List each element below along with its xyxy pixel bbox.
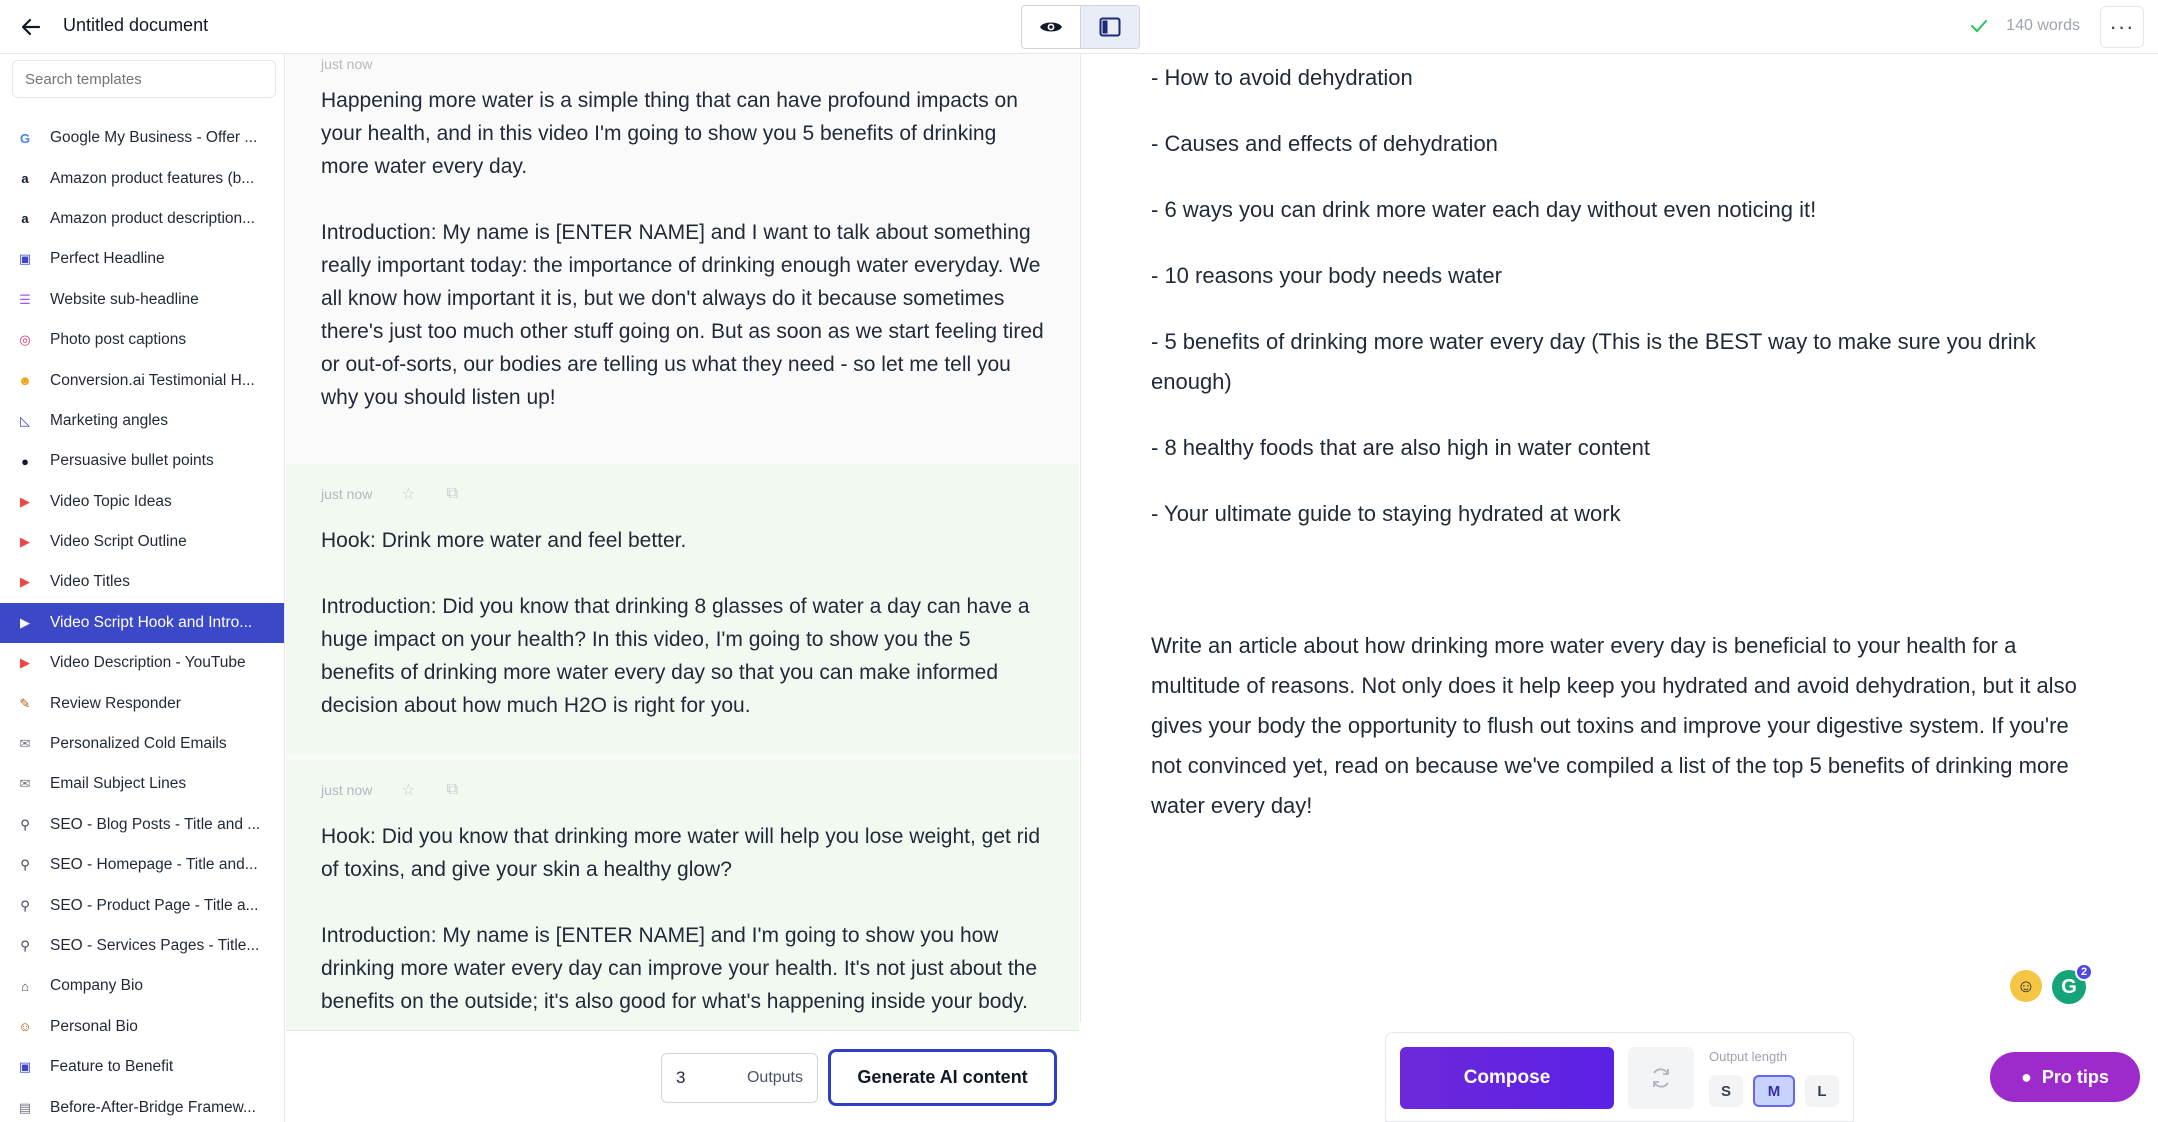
editor-list-item: - How to avoid dehydration	[1151, 65, 1413, 90]
bridge-icon: ▤	[18, 1099, 32, 1115]
sidebar-item[interactable]	[0, 926, 285, 966]
youtube-icon: ▶	[20, 574, 30, 590]
sidebar-item[interactable]	[0, 966, 285, 1006]
building-icon: ⌂	[21, 978, 29, 994]
hugging-emoji-icon[interactable]: ☺	[2010, 970, 2042, 1002]
sidebar-item[interactable]	[0, 441, 285, 481]
pro-tips-label: Pro tips	[2041, 1066, 2109, 1087]
compose-button[interactable]: Compose	[1400, 1047, 1614, 1109]
sidebar-item-label: Before-After-Bridge Framew...	[50, 1098, 256, 1116]
back-button[interactable]	[14, 10, 48, 44]
sidebar-item-label: SEO - Services Pages - Title...	[50, 937, 260, 954]
editor-list	[1151, 54, 2100, 534]
eye-icon	[1039, 19, 1063, 35]
review-icon: ✎	[19, 695, 31, 711]
template-list	[0, 118, 285, 1122]
email-icon: ✉	[19, 776, 31, 792]
word-count: 140 words	[2006, 17, 2080, 34]
email-icon: ✉	[19, 736, 31, 752]
person-icon: ☺	[18, 1019, 32, 1035]
angle-icon: ◺	[20, 412, 30, 428]
sidebar-item-label: Video Titles	[50, 573, 130, 591]
sidebar-item-label: SEO - Product Page - Title a...	[50, 896, 259, 914]
amazon-icon: a	[21, 171, 29, 187]
output-timestamp: just now	[321, 56, 373, 72]
pro-tips-button[interactable]	[1990, 1052, 2140, 1102]
top-bar	[0, 0, 2158, 54]
editor-list-item: - 10 reasons your body needs water	[1151, 263, 1502, 288]
output-text[interactable]	[321, 84, 1044, 414]
editor-list-item: - Causes and effects of dehydration	[1151, 131, 1498, 156]
sidebar-item[interactable]	[0, 885, 285, 925]
sidebar-item[interactable]	[0, 562, 285, 602]
star-icon[interactable]: ☆	[401, 782, 416, 799]
youtube-icon: ▶	[20, 493, 30, 509]
sidebar-item[interactable]	[0, 683, 285, 723]
sidebar-item[interactable]	[0, 482, 285, 522]
search-icon: ⚲	[20, 938, 30, 953]
sidebar-item-label: Amazon product features (b...	[50, 169, 255, 187]
grammarly-count-badge: 2	[2075, 963, 2093, 981]
copy-icon[interactable]: ⧉	[446, 485, 459, 502]
sidebar-item-label: Company Bio	[50, 977, 144, 995]
youtube-icon: ▶	[20, 534, 30, 550]
instagram-icon: ◎	[19, 332, 31, 348]
output-card	[286, 54, 1079, 447]
search-icon: ⚲	[20, 857, 30, 873]
sidebar-item-label: SEO - Blog Posts - Title and ...	[50, 815, 261, 833]
sidebar-item[interactable]	[0, 1047, 285, 1087]
sidebar-item[interactable]	[0, 1087, 285, 1122]
output-paragraph: Hook: Did you know that drinking more water will help you lose weight, get rid of toxins, and give your skin a healthy glow?	[321, 825, 1041, 881]
youtube-icon: ▶	[20, 655, 30, 671]
output-text[interactable]	[321, 820, 1044, 1018]
sidebar-item-label: SEO - Homepage - Title and...	[50, 856, 258, 874]
output-meta	[321, 474, 1044, 514]
output-text[interactable]	[321, 524, 1044, 722]
output-meta	[321, 54, 1044, 84]
feature-icon: ▣	[18, 1059, 32, 1075]
output-card	[286, 464, 1079, 754]
compose-bar	[1385, 1032, 1854, 1122]
sidebar-item-label: Review Responder	[50, 694, 181, 712]
editor-paragraph: Write an article about how drinking more water every day is beneficial to your health for a multitude of reasons. Not only does it help keep you hydrated and avoid dehydration, but it also gives your body the opportunity to flush out toxins and improve your digestive system. If you're not convinced yet, read on because we've compiled a list of the top 5 benefits of drinking more water every day!	[1151, 633, 2077, 818]
megaphone-icon: ●	[2021, 1066, 2032, 1087]
headline-icon: ▣	[18, 251, 32, 267]
sidebar-item-label: Website sub-headline	[50, 290, 199, 308]
output-count-label: Outputs	[746, 1069, 803, 1086]
sidebar-item[interactable]	[0, 724, 285, 764]
save-status	[1970, 17, 2080, 35]
document-editor[interactable]	[1080, 54, 2158, 1022]
testimonial-icon: ☻	[18, 373, 32, 389]
sidebar-item[interactable]	[0, 118, 285, 158]
sidebar-item-label: Perfect Headline	[50, 250, 165, 268]
output-paragraph: Hook: Drink more water and feel better.	[321, 529, 687, 552]
sidebar-item-label: Email Subject Lines	[50, 775, 187, 793]
bullet-icon: ●	[21, 453, 29, 469]
sidebar-item[interactable]	[0, 280, 285, 320]
output-card	[286, 760, 1079, 1030]
outputs-pane	[286, 54, 1079, 1030]
search-icon: ⚲	[20, 897, 30, 913]
check-icon	[1970, 19, 1988, 33]
sidebar-item[interactable]	[0, 239, 285, 279]
output-paragraph: Happening more water is a simple thing that can have profound impacts on your health, and in this video I'm going to show you 5 benefits of drinking more water every day.	[321, 89, 1018, 178]
youtube-icon: ▶	[20, 614, 30, 630]
output-meta	[321, 770, 1044, 810]
sidebar-item-label: Video Script Outline	[50, 533, 187, 551]
amazon-icon: a	[21, 211, 29, 227]
search-icon: ⚲	[20, 816, 30, 832]
length-s-button[interactable]: S	[1709, 1075, 1743, 1107]
output-count-value: 3	[676, 1068, 686, 1087]
generate-ai-content-button[interactable]: Generate AI content	[828, 1049, 1057, 1106]
view-toggle	[1021, 5, 1140, 49]
output-timestamp: just now	[321, 486, 373, 502]
sidebar-item[interactable]	[0, 199, 285, 239]
subheadline-icon: ☰	[19, 291, 31, 307]
more-options-button[interactable]	[2100, 6, 2144, 48]
sidebar-item-label: Photo post captions	[50, 331, 187, 349]
output-paragraph: Introduction: Did you know that drinking 8 glasses of water a day can have a huge impact on your health? In this video, I'm going to show you the 5 benefits of drinking more water every day so that you can make informed decision about how much H2O is right for you.	[321, 595, 1030, 717]
sidebar-item-label: Personalized Cold Emails	[50, 735, 227, 753]
editor-list-item: - Your ultimate guide to staying hydrated at work	[1151, 501, 1621, 526]
panel-icon	[1099, 17, 1121, 37]
sidebar-item-label: Video Script Hook and Intro...	[50, 613, 253, 631]
sidebar-item[interactable]	[0, 764, 285, 804]
output-paragraph: Introduction: My name is [ENTER NAME] and I'm going to show you how drinking more water every day can improve your health. It's not just about the benefits on the outside; it's also good for what's happening inside your body.	[321, 924, 1038, 1013]
grammarly-icon[interactable]: G 2	[2052, 970, 2086, 1004]
sidebar-item-label: Video Description - YouTube	[50, 654, 246, 672]
refresh-icon	[1649, 1066, 1673, 1090]
sidebar-item[interactable]	[0, 522, 285, 562]
output-timestamp: just now	[321, 782, 373, 798]
arrow-left-icon	[20, 16, 42, 38]
output-length-selector	[1709, 1075, 1839, 1107]
sidebar-item[interactable]	[0, 158, 285, 198]
sidebar-item-label: Marketing angles	[50, 411, 169, 429]
template-search-input[interactable]	[12, 60, 276, 98]
sidebar-item-label: Persuasive bullet points	[50, 452, 214, 470]
sidebar-item-label: Personal Bio	[50, 1017, 138, 1035]
sidebar-item[interactable]	[0, 643, 285, 683]
google-icon: G	[19, 130, 31, 146]
editor-list-item: - 6 ways you can drink more water each day without even noticing it!	[1151, 197, 1817, 222]
template-sidebar	[0, 54, 285, 1122]
sidebar-item[interactable]	[0, 320, 285, 360]
sidebar-item-label: Video Topic Ideas	[50, 492, 172, 510]
sidebar-item-label: Feature to Benefit	[50, 1058, 174, 1076]
output-paragraph: Introduction: My name is [ENTER NAME] and I want to talk about something really important today: the importance of drinking enough water everyday. We all know how important it is, but we don't always do it because sometimes there's just too much other stuff going on. But as soon as we start feeling tired or out-of-sorts, our bodies are telling us what they need - so let me tell you why you should listen up!	[321, 221, 1044, 409]
copy-icon[interactable]: ⧉	[446, 781, 459, 798]
sidebar-item[interactable]	[0, 1007, 285, 1047]
editor-list-item: - 5 benefits of drinking more water every day (This is the BEST way to make sure you drink enough)	[1151, 329, 2036, 394]
generate-bar	[286, 1030, 1079, 1122]
refresh-button[interactable]	[1628, 1047, 1694, 1109]
document-title[interactable]: Untitled document	[63, 15, 209, 35]
ellipsis-icon: ···	[2109, 14, 2135, 39]
output-count-input[interactable]	[661, 1053, 818, 1103]
sidebar-item[interactable]	[0, 401, 285, 441]
sidebar-item[interactable]	[0, 603, 285, 643]
sidebar-item[interactable]	[0, 805, 285, 845]
sidebar-item[interactable]	[0, 845, 285, 885]
sidebar-item-label: Google My Business - Offer ...	[50, 129, 258, 147]
output-length-label: Output length	[1709, 1049, 1788, 1064]
sidebar-item[interactable]	[0, 360, 285, 400]
sidebar-item-label: Amazon product description...	[50, 209, 256, 227]
editor-list-item: - 8 healthy foods that are also high in water content	[1151, 435, 1650, 460]
split-view-button[interactable]	[1080, 6, 1139, 48]
sidebar-item-label: Conversion.ai Testimonial H...	[50, 371, 255, 389]
length-m-button[interactable]: M	[1753, 1075, 1795, 1107]
length-l-button[interactable]: L	[1805, 1075, 1839, 1107]
preview-button[interactable]	[1022, 6, 1080, 48]
star-icon[interactable]: ☆	[401, 486, 416, 503]
